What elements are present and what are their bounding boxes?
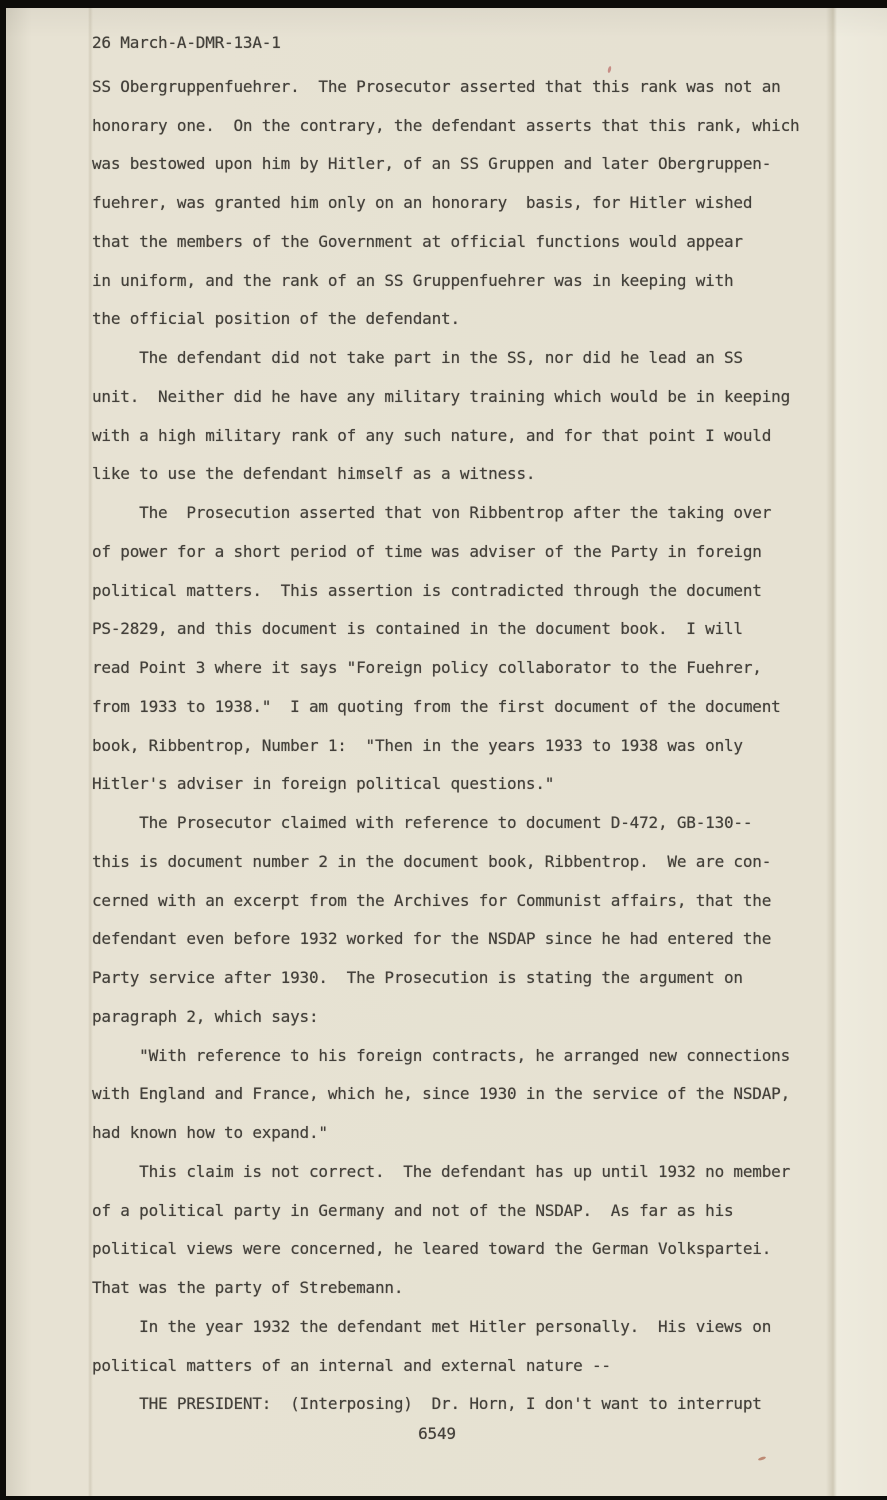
page-number: 6549 [418, 1424, 456, 1443]
transcript-line: Party service after 1930. The Prosecution is stating the argument on [92, 968, 743, 987]
transcript-line: honorary one. On the contrary, the defendant asserts that this rank, which [92, 115, 800, 135]
transcript-line: the official position of the defendant. [92, 309, 460, 329]
transcript-line: of power for a short period of time was adviser of the Party in foreign [92, 541, 762, 561]
transcript-line: "With reference to his foreign contracts, he arranged new connections [92, 1045, 791, 1065]
transcript-line: The Prosecution asserted that von Ribbentrop after the taking over [92, 503, 772, 522]
transcript-line: THE PRESIDENT: (Interposing) Dr. Horn, I don't want to interrupt [92, 1394, 762, 1414]
transcript-line: this is document number 2 in the document book, Ribbentrop. We are con- [92, 851, 772, 871]
paper-speck [758, 1456, 767, 1461]
transcript-line: political matters. This assertion is contradicted through the document [92, 580, 762, 600]
transcript-line: paragraph 2, which says: [92, 1006, 319, 1026]
transcript-line: with a high military rank of any such nature, and for that point I would [92, 425, 772, 445]
transcript-line: political views were concerned, he leared toward the German Volkspartei. [92, 1239, 772, 1259]
transcript-line: that the members of the Government at official functions would appear [92, 231, 743, 251]
transcript-text-column [92, 24, 799, 1454]
transcript-line: fuehrer, was granted him only on an honorary basis, for Hitler wished [92, 193, 753, 212]
transcript-line: political matters of an internal and external nature -- [92, 1355, 611, 1375]
transcript-line: in uniform, and the rank of an SS Gruppenfuehrer was in keeping with [92, 270, 734, 290]
transcript-line: That was the party of Strebemann. [92, 1278, 404, 1297]
document-page [6, 8, 887, 1496]
transcript-line: defendant even before 1932 worked for the NSDAP since he had entered the [92, 929, 772, 949]
transcript-line: with England and France, which he, since 1930 in the service of the NSDAP, [92, 1084, 791, 1104]
transcript-line: In the year 1932 the defendant met Hitler personally. His views on [92, 1316, 772, 1336]
transcript-line: Hitler's adviser in foreign political questions." [92, 774, 555, 794]
transcript-line: of a political party in Germany and not of the NSDAP. As far as his [92, 1200, 734, 1220]
transcript-line: book, Ribbentrop, Number 1: "Then in the years 1933 to 1938 was only [92, 735, 743, 755]
transcript-line: from 1933 to 1938." I am quoting from the first document of the document [92, 696, 781, 716]
transcript-line: cerned with an excerpt from the Archives for Communist affairs, that the [92, 890, 772, 910]
transcript-line: like to use the defendant himself as a witness. [92, 464, 536, 484]
transcript-line: SS Obergruppenfuehrer. The Prosecutor asserted that this rank was not an [92, 76, 781, 96]
document-header-id: 26 March-A-DMR-13A-1 [92, 33, 281, 52]
transcript-line: was bestowed upon him by Hitler, of an SS Gruppen and later Obergruppen- [92, 154, 772, 174]
transcript-line: This claim is not correct. The defendant has up until 1932 no member [92, 1161, 791, 1181]
transcript-line: had known how to expand." [92, 1123, 328, 1142]
transcript-line: The defendant did not take part in the SS, nor did he lead an SS [92, 348, 743, 367]
transcript-line: PS-2829, and this document is contained in the document book. I will [92, 619, 743, 639]
transcript-line: The Prosecutor claimed with reference to document D-472, GB-130-- [92, 813, 753, 832]
transcript-line: read Point 3 where it says "Foreign policy collaborator to the Fuehrer, [92, 658, 762, 677]
transcript-line: unit. Neither did he have any military training which would be in keeping [92, 386, 791, 406]
